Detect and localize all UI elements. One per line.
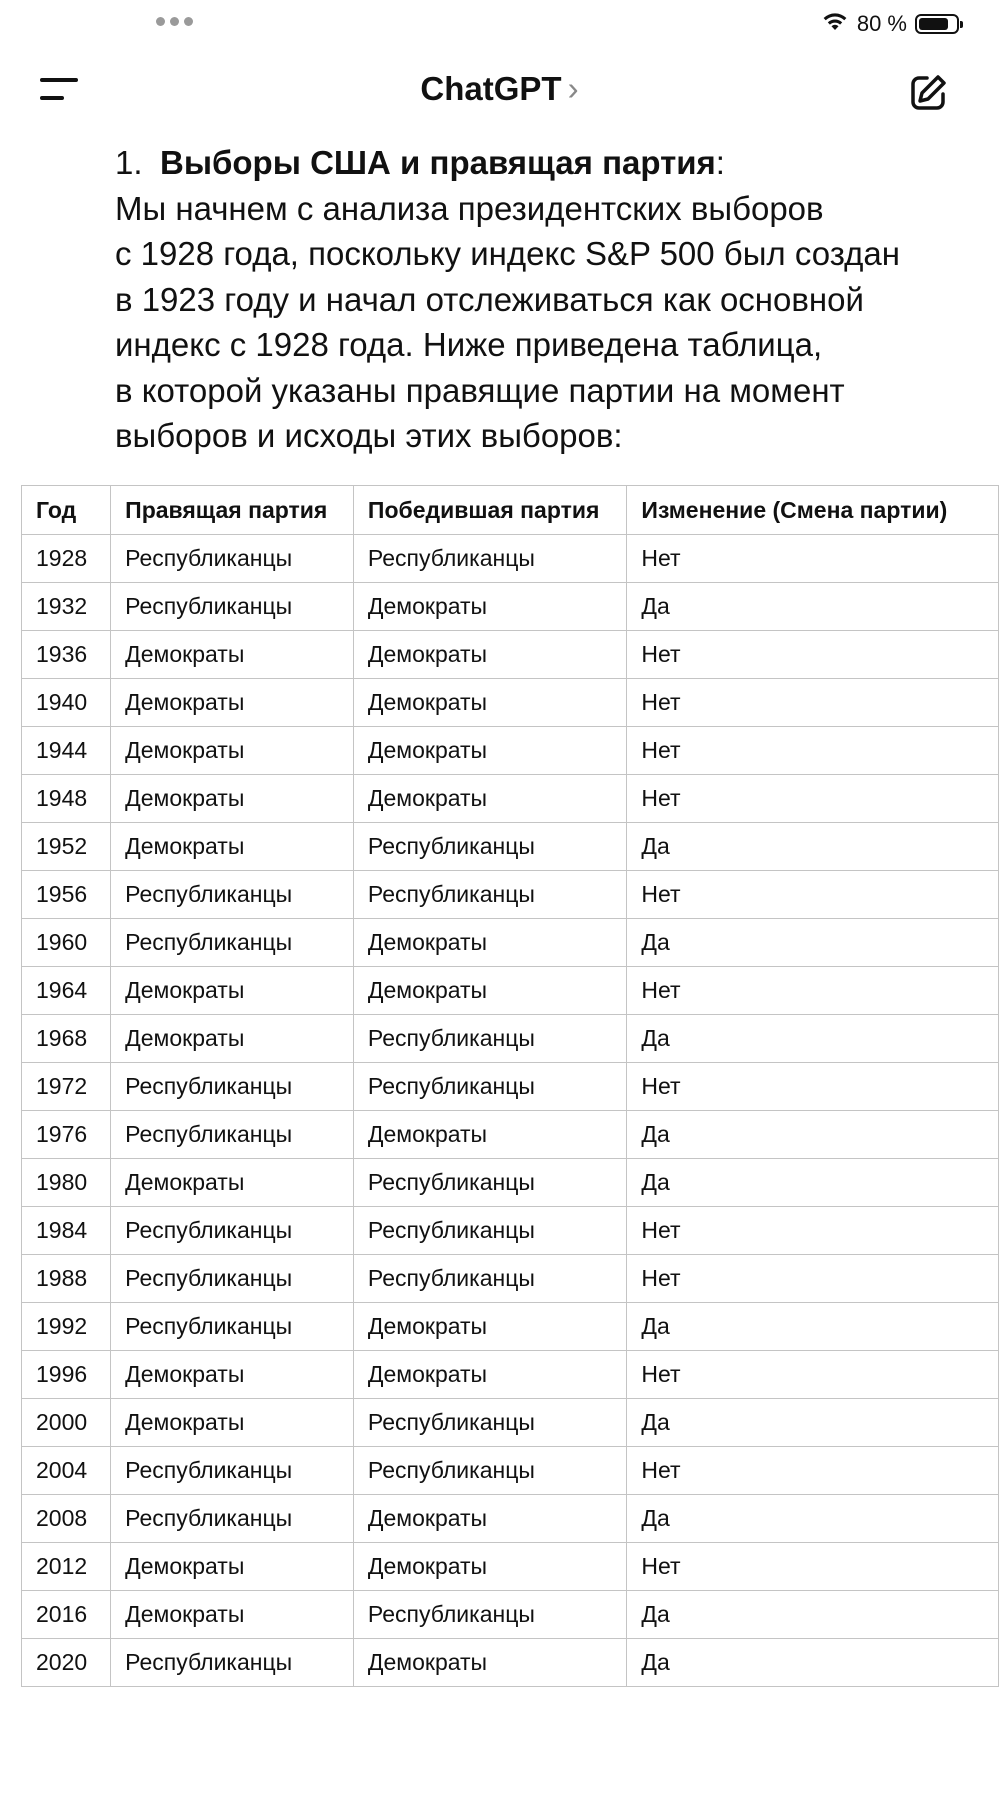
cell-year: 1988 (22, 1255, 111, 1303)
cell-change: Нет (627, 1447, 999, 1495)
table-row (22, 871, 999, 919)
cell-ruling-party: Демократы (111, 1015, 354, 1063)
column-header-winning-party: Победившая партия (353, 486, 627, 535)
cell-year: 1976 (22, 1111, 111, 1159)
cell-winning-party: Демократы (353, 583, 627, 631)
table-row (22, 1207, 999, 1255)
table-row (22, 919, 999, 967)
table-row (22, 727, 999, 775)
table-row (22, 1447, 999, 1495)
paragraph-line: Мы начнем с анализа президентских выборов (115, 189, 824, 227)
table-body (22, 535, 999, 1687)
cell-change: Да (627, 823, 999, 871)
cell-winning-party: Демократы (353, 1351, 627, 1399)
cell-year: 1992 (22, 1303, 111, 1351)
table-row (22, 583, 999, 631)
cell-year: 2008 (22, 1495, 111, 1543)
cell-ruling-party: Демократы (111, 1159, 354, 1207)
cell-winning-party: Демократы (353, 967, 627, 1015)
cell-year: 1960 (22, 919, 111, 967)
cell-winning-party: Демократы (353, 631, 627, 679)
cell-winning-party: Демократы (353, 1639, 627, 1687)
multitasking-dots-icon[interactable] (156, 17, 193, 26)
cell-change: Нет (627, 1063, 999, 1111)
cell-year: 1956 (22, 871, 111, 919)
cell-ruling-party: Республиканцы (111, 535, 354, 583)
cell-change: Да (627, 1639, 999, 1687)
cell-year: 1972 (22, 1063, 111, 1111)
battery-icon (915, 14, 959, 34)
table-row (22, 1639, 999, 1687)
cell-winning-party: Республиканцы (353, 1207, 627, 1255)
cell-ruling-party: Демократы (111, 631, 354, 679)
cell-change: Да (627, 1591, 999, 1639)
cell-winning-party: Демократы (353, 727, 627, 775)
column-header-change: Изменение (Смена партии) (627, 486, 999, 535)
app-title: ChatGPT (420, 70, 562, 107)
paragraph-line: выборов и исходы этих выборов: (115, 417, 623, 454)
cell-year: 2012 (22, 1543, 111, 1591)
table-header-row (22, 486, 999, 535)
cell-winning-party: Демократы (353, 1543, 627, 1591)
cell-ruling-party: Республиканцы (111, 583, 354, 631)
cell-ruling-party: Республиканцы (111, 1495, 354, 1543)
cell-change: Нет (627, 1207, 999, 1255)
heading-suffix: : (715, 144, 725, 181)
battery-level (919, 18, 948, 30)
cell-change: Нет (627, 1255, 999, 1303)
cell-change: Да (627, 1399, 999, 1447)
cell-winning-party: Республиканцы (353, 1063, 627, 1111)
cell-winning-party: Республиканцы (353, 1447, 627, 1495)
cell-year: 1940 (22, 679, 111, 727)
cell-ruling-party: Республиканцы (111, 1063, 354, 1111)
cell-change: Да (627, 1015, 999, 1063)
assistant-message (0, 140, 999, 459)
table-row (22, 1399, 999, 1447)
cell-ruling-party: Республиканцы (111, 871, 354, 919)
paragraph-line: с 1928 года, поскольку индекс S&P 500 был создан (115, 235, 900, 272)
cell-ruling-party: Демократы (111, 727, 354, 775)
cell-year: 2020 (22, 1639, 111, 1687)
model-selector[interactable] (0, 70, 999, 108)
wifi-icon (821, 10, 849, 38)
paragraph-line: в 1923 году и начал отслеживаться как основной (115, 280, 864, 318)
cell-winning-party: Республиканцы (353, 823, 627, 871)
chevron-right-icon: › (567, 70, 579, 107)
cell-year: 1932 (22, 583, 111, 631)
cell-winning-party: Демократы (353, 1495, 627, 1543)
cell-winning-party: Республиканцы (353, 1399, 627, 1447)
column-header-ruling-party: Правящая партия (111, 486, 354, 535)
cell-winning-party: Демократы (353, 919, 627, 967)
heading-bold: Выборы США и правящая партия (160, 144, 716, 181)
cell-winning-party: Демократы (353, 679, 627, 727)
battery-percentage: 80 % (856, 11, 907, 36)
new-chat-icon[interactable] (907, 72, 949, 114)
paragraph-line: индекс с 1928 года. Ниже приведена таблица, (115, 326, 823, 363)
table-row (22, 1495, 999, 1543)
table-row (22, 1063, 999, 1111)
chat-header (0, 50, 999, 130)
cell-change: Нет (627, 871, 999, 919)
table-row (22, 775, 999, 823)
cell-winning-party: Республиканцы (353, 871, 627, 919)
list-item (115, 140, 975, 459)
cell-ruling-party: Демократы (111, 775, 354, 823)
cell-year: 2004 (22, 1447, 111, 1495)
cell-winning-party: Республиканцы (353, 1255, 627, 1303)
table-row (22, 1015, 999, 1063)
status-bar (0, 0, 999, 50)
cell-ruling-party: Республиканцы (111, 1111, 354, 1159)
cell-winning-party: Республиканцы (353, 1015, 627, 1063)
cell-ruling-party: Республиканцы (111, 1255, 354, 1303)
cell-year: 1952 (22, 823, 111, 871)
cell-change: Нет (627, 967, 999, 1015)
cell-ruling-party: Республиканцы (111, 1303, 354, 1351)
cell-change: Да (627, 583, 999, 631)
cell-ruling-party: Республиканцы (111, 1447, 354, 1495)
status-right (821, 10, 959, 38)
cell-winning-party: Республиканцы (353, 1159, 627, 1207)
cell-winning-party: Республиканцы (353, 535, 627, 583)
cell-year: 1984 (22, 1207, 111, 1255)
table-row (22, 1303, 999, 1351)
table-row (22, 823, 999, 871)
cell-change: Нет (627, 679, 999, 727)
paragraph-line: в которой указаны правящие партии на момент (115, 371, 845, 409)
cell-change: Да (627, 1495, 999, 1543)
table-row (22, 967, 999, 1015)
cell-ruling-party: Демократы (111, 1543, 354, 1591)
elections-table-container[interactable] (21, 485, 999, 1687)
cell-year: 1944 (22, 727, 111, 775)
cell-ruling-party: Демократы (111, 1591, 354, 1639)
cell-change: Да (627, 1303, 999, 1351)
cell-change: Нет (627, 1351, 999, 1399)
cell-year: 1968 (22, 1015, 111, 1063)
cell-ruling-party: Демократы (111, 823, 354, 871)
cell-change: Да (627, 1159, 999, 1207)
list-number: 1. (115, 144, 143, 181)
cell-ruling-party: Республиканцы (111, 1639, 354, 1687)
cell-winning-party: Демократы (353, 1111, 627, 1159)
cell-change: Нет (627, 1543, 999, 1591)
cell-ruling-party: Демократы (111, 679, 354, 727)
cell-change: Да (627, 1111, 999, 1159)
cell-year: 2000 (22, 1399, 111, 1447)
table-row (22, 535, 999, 583)
cell-ruling-party: Республиканцы (111, 1207, 354, 1255)
table-row (22, 1351, 999, 1399)
cell-ruling-party: Демократы (111, 1399, 354, 1447)
table-row (22, 1255, 999, 1303)
cell-ruling-party: Республиканцы (111, 919, 354, 967)
table-row (22, 1591, 999, 1639)
cell-change: Нет (627, 535, 999, 583)
cell-change: Да (627, 919, 999, 967)
cell-ruling-party: Демократы (111, 1351, 354, 1399)
cell-year: 1936 (22, 631, 111, 679)
cell-year: 1964 (22, 967, 111, 1015)
cell-ruling-party: Демократы (111, 967, 354, 1015)
table-row (22, 631, 999, 679)
table-row (22, 1543, 999, 1591)
cell-year: 1980 (22, 1159, 111, 1207)
table-row (22, 1111, 999, 1159)
column-header-year: Год (22, 486, 111, 535)
list-heading (160, 140, 725, 186)
cell-change: Нет (627, 631, 999, 679)
cell-year: 2016 (22, 1591, 111, 1639)
cell-year: 1948 (22, 775, 111, 823)
table-row (22, 679, 999, 727)
cell-change: Нет (627, 775, 999, 823)
cell-winning-party: Демократы (353, 1303, 627, 1351)
table-row (22, 1159, 999, 1207)
cell-year: 1996 (22, 1351, 111, 1399)
cell-year: 1928 (22, 535, 111, 583)
cell-change: Нет (627, 727, 999, 775)
cell-winning-party: Демократы (353, 775, 627, 823)
cell-winning-party: Республиканцы (353, 1591, 627, 1639)
elections-table (21, 485, 999, 1687)
